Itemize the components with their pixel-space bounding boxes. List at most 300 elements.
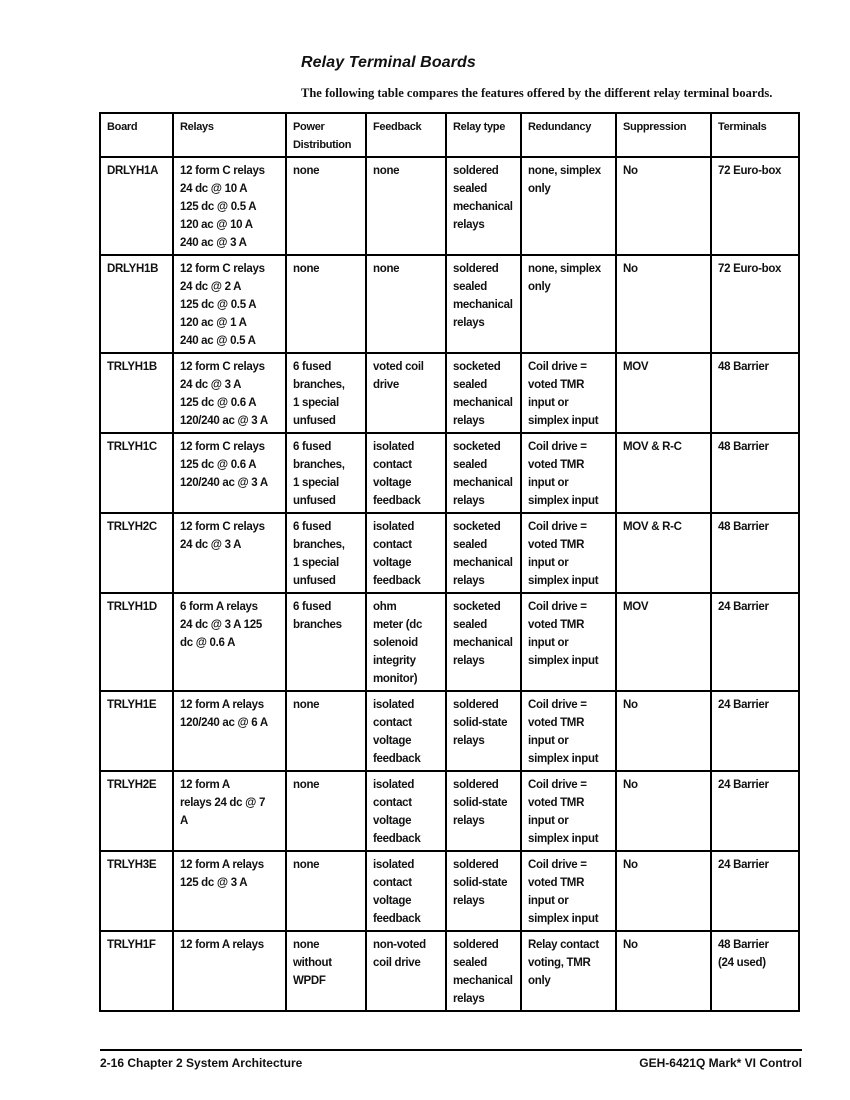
cell-text: 125 dc @ 0.5 A xyxy=(180,299,257,311)
column-header-redundancy xyxy=(521,113,616,157)
cell-board xyxy=(100,513,173,593)
cell-text: unfused xyxy=(293,415,336,427)
cell-text: feedback xyxy=(373,575,421,587)
cell-text: voted coil xyxy=(373,361,424,373)
cell-relay-type xyxy=(446,771,521,851)
cell-power-distribution xyxy=(286,771,366,851)
cell-text: 6 fused xyxy=(293,601,332,613)
cell-terminals xyxy=(711,513,799,593)
cell-terminals xyxy=(711,931,799,1011)
cell-relay-type xyxy=(446,691,521,771)
cell-text: 12 form C relays xyxy=(180,361,265,373)
footer-divider xyxy=(100,1049,802,1051)
cell-power-distribution xyxy=(286,433,366,513)
cell-text: input or xyxy=(528,637,569,649)
cell-redundancy xyxy=(521,433,616,513)
cell-text: 12 form A relays xyxy=(180,859,264,871)
cell-text: contact xyxy=(373,539,412,551)
cell-text: voltage xyxy=(373,735,412,747)
footer-chapter-label: 2-16 Chapter 2 System Architecture xyxy=(100,1056,303,1070)
cell-text: contact xyxy=(373,459,412,471)
cell-power-distribution xyxy=(286,513,366,593)
cell-text: socketed xyxy=(453,441,501,453)
cell-board xyxy=(100,851,173,931)
cell-text: none xyxy=(293,263,320,275)
cell-text: 24 dc @ 10 A xyxy=(180,183,248,195)
cell-text: none xyxy=(293,939,320,951)
column-header-text: Board xyxy=(107,121,138,133)
cell-text: sealed xyxy=(453,957,488,969)
cell-text: input or xyxy=(528,815,569,827)
cell-text: MOV & R-C xyxy=(623,441,682,453)
cell-terminals xyxy=(711,255,799,353)
cell-feedback xyxy=(366,513,446,593)
cell-text: 12 form A relays xyxy=(180,939,264,951)
cell-text: MOV xyxy=(623,601,649,613)
table-row xyxy=(100,851,799,931)
cell-text: 24 Barrier xyxy=(718,859,769,871)
column-header-text: Power xyxy=(293,121,325,133)
cell-board xyxy=(100,771,173,851)
cell-text: 1 special xyxy=(293,477,339,489)
cell-text: 12 form C relays xyxy=(180,165,265,177)
cell-board xyxy=(100,255,173,353)
cell-relays xyxy=(173,851,286,931)
cell-text: 12 form C relays xyxy=(180,521,265,533)
cell-text: Coil drive = xyxy=(528,521,587,533)
cell-text: No xyxy=(623,699,638,711)
cell-text: 6 fused xyxy=(293,361,332,373)
cell-text: 125 dc @ 0.5 A xyxy=(180,201,257,213)
cell-text: voltage xyxy=(373,895,412,907)
cell-text: No xyxy=(623,263,638,275)
cell-text: 24 Barrier xyxy=(718,779,769,791)
cell-text: sealed xyxy=(453,619,488,631)
cell-text: isolated xyxy=(373,779,415,791)
cell-text: voting, TMR xyxy=(528,957,591,969)
cell-text: unfused xyxy=(293,575,336,587)
cell-suppression xyxy=(616,851,711,931)
cell-relays xyxy=(173,433,286,513)
cell-text: none xyxy=(373,263,400,275)
footer-document-label: GEH-6421Q Mark* VI Control xyxy=(639,1056,802,1070)
table-row xyxy=(100,353,799,433)
cell-text: 48 Barrier xyxy=(718,939,769,951)
cell-text: mechanical xyxy=(453,299,513,311)
cell-text: none xyxy=(373,165,400,177)
table-row xyxy=(100,433,799,513)
cell-text: Coil drive = xyxy=(528,441,587,453)
cell-text: only xyxy=(528,975,551,987)
cell-redundancy xyxy=(521,691,616,771)
cell-suppression xyxy=(616,771,711,851)
cell-text: voted TMR xyxy=(528,877,585,889)
table-row xyxy=(100,931,799,1011)
cell-text: meter (dc xyxy=(373,619,423,631)
cell-redundancy xyxy=(521,851,616,931)
cell-text: none xyxy=(293,859,320,871)
cell-text: 24 Barrier xyxy=(718,699,769,711)
cell-text: feedback xyxy=(373,495,421,507)
cell-relays xyxy=(173,691,286,771)
cell-suppression xyxy=(616,353,711,433)
cell-relay-type xyxy=(446,931,521,1011)
cell-text: 24 dc @ 3 A 125 xyxy=(180,619,262,631)
column-header-relay-type xyxy=(446,113,521,157)
cell-text: relays 24 dc @ 7 xyxy=(180,797,266,809)
cell-text: Coil drive = xyxy=(528,859,587,871)
cell-text: solenoid xyxy=(373,637,418,649)
cell-text: relays xyxy=(453,219,485,231)
cell-text: sealed xyxy=(453,459,488,471)
cell-feedback xyxy=(366,691,446,771)
cell-redundancy xyxy=(521,353,616,433)
cell-text: simplex input xyxy=(528,655,599,667)
cell-text: TRLYH3E xyxy=(107,859,157,871)
cell-text: none xyxy=(293,779,320,791)
table-header-row xyxy=(100,113,799,157)
cell-text: sealed xyxy=(453,539,488,551)
cell-terminals xyxy=(711,157,799,255)
cell-relay-type xyxy=(446,593,521,691)
cell-text: none, simplex xyxy=(528,263,601,275)
cell-text: none, simplex xyxy=(528,165,601,177)
cell-suppression xyxy=(616,931,711,1011)
cell-text: mechanical xyxy=(453,397,513,409)
cell-text: TRLYH2E xyxy=(107,779,157,791)
cell-board xyxy=(100,353,173,433)
cell-text: input or xyxy=(528,477,569,489)
cell-feedback xyxy=(366,433,446,513)
cell-text: feedback xyxy=(373,753,421,765)
cell-text: DRLYH1A xyxy=(107,165,159,177)
cell-text: branches, xyxy=(293,379,345,391)
cell-text: Coil drive = xyxy=(528,779,587,791)
cell-text: 24 Barrier xyxy=(718,601,769,613)
cell-text: without xyxy=(293,957,332,969)
cell-redundancy xyxy=(521,771,616,851)
cell-redundancy xyxy=(521,255,616,353)
cell-text: simplex input xyxy=(528,415,599,427)
cell-text: TRLYH1F xyxy=(107,939,156,951)
cell-text: soldered xyxy=(453,263,499,275)
cell-text: simplex input xyxy=(528,495,599,507)
cell-text: 125 dc @ 0.6 A xyxy=(180,397,257,409)
cell-text: 72 Euro-box xyxy=(718,165,782,177)
cell-relay-type xyxy=(446,353,521,433)
cell-text: feedback xyxy=(373,913,421,925)
cell-relays xyxy=(173,931,286,1011)
cell-redundancy xyxy=(521,513,616,593)
cell-text: 48 Barrier xyxy=(718,361,769,373)
cell-relays xyxy=(173,353,286,433)
cell-board xyxy=(100,433,173,513)
cell-feedback xyxy=(366,157,446,255)
cell-suppression xyxy=(616,691,711,771)
cell-text: 6 fused xyxy=(293,441,332,453)
cell-text: input or xyxy=(528,895,569,907)
cell-text: Relay contact xyxy=(528,939,599,951)
cell-text: 120/240 ac @ 6 A xyxy=(180,717,268,729)
cell-relays xyxy=(173,513,286,593)
cell-suppression xyxy=(616,513,711,593)
cell-text: sealed xyxy=(453,183,488,195)
cell-text: voted TMR xyxy=(528,619,585,631)
cell-text: isolated xyxy=(373,521,415,533)
cell-text: 24 dc @ 3 A xyxy=(180,379,242,391)
cell-terminals xyxy=(711,851,799,931)
cell-relays xyxy=(173,771,286,851)
cell-text: 120/240 ac @ 3 A xyxy=(180,415,268,427)
table-row xyxy=(100,255,799,353)
cell-text: voted TMR xyxy=(528,797,585,809)
cell-text: 24 dc @ 3 A xyxy=(180,539,242,551)
cell-text: relays xyxy=(453,655,485,667)
column-header-text: Terminals xyxy=(718,121,767,133)
cell-text: dc @ 0.6 A xyxy=(180,637,236,649)
cell-power-distribution xyxy=(286,931,366,1011)
column-header-relays xyxy=(173,113,286,157)
cell-text: voted TMR xyxy=(528,459,585,471)
cell-relays xyxy=(173,593,286,691)
cell-text: 1 special xyxy=(293,557,339,569)
cell-text: relays xyxy=(453,415,485,427)
cell-text: voltage xyxy=(373,477,412,489)
cell-text: 125 dc @ 0.6 A xyxy=(180,459,257,471)
cell-text: sealed xyxy=(453,281,488,293)
cell-text: A xyxy=(180,815,189,827)
column-header-terminals xyxy=(711,113,799,157)
table-row xyxy=(100,593,799,691)
cell-text: relays xyxy=(453,735,485,747)
cell-text: socketed xyxy=(453,521,501,533)
cell-text: isolated xyxy=(373,441,415,453)
cell-text: 12 form A xyxy=(180,779,230,791)
cell-text: none xyxy=(293,165,320,177)
cell-text: WPDF xyxy=(293,975,326,987)
cell-text: No xyxy=(623,939,638,951)
cell-text: input or xyxy=(528,557,569,569)
cell-text: solid-state xyxy=(453,877,508,889)
cell-text: TRLYH1C xyxy=(107,441,157,453)
table-row xyxy=(100,771,799,851)
cell-relay-type xyxy=(446,157,521,255)
cell-text: branches, xyxy=(293,539,345,551)
cell-text: soldered xyxy=(453,779,499,791)
cell-text: soldered xyxy=(453,165,499,177)
cell-text: coil drive xyxy=(373,957,421,969)
cell-text: 72 Euro-box xyxy=(718,263,782,275)
cell-redundancy xyxy=(521,931,616,1011)
cell-feedback xyxy=(366,931,446,1011)
cell-text: relays xyxy=(453,815,485,827)
cell-text: TRLYH2C xyxy=(107,521,157,533)
table-row xyxy=(100,691,799,771)
cell-text: No xyxy=(623,165,638,177)
cell-text: voltage xyxy=(373,815,412,827)
cell-relay-type xyxy=(446,513,521,593)
column-header-text: Feedback xyxy=(373,121,422,133)
cell-text: simplex input xyxy=(528,575,599,587)
table-row xyxy=(100,513,799,593)
cell-text: Coil drive = xyxy=(528,361,587,373)
cell-text: TRLYH1B xyxy=(107,361,157,373)
cell-terminals xyxy=(711,691,799,771)
cell-text: 12 form C relays xyxy=(180,263,265,275)
relay-comparison-table xyxy=(99,112,800,1012)
cell-feedback xyxy=(366,353,446,433)
cell-text: relays xyxy=(453,993,485,1005)
cell-text: MOV xyxy=(623,361,649,373)
cell-redundancy xyxy=(521,157,616,255)
cell-text: soldered xyxy=(453,859,499,871)
cell-power-distribution xyxy=(286,851,366,931)
column-header-text: Redundancy xyxy=(528,121,592,133)
cell-suppression xyxy=(616,255,711,353)
cell-text: drive xyxy=(373,379,399,391)
cell-text: Coil drive = xyxy=(528,601,587,613)
cell-text: 1 special xyxy=(293,397,339,409)
cell-terminals xyxy=(711,593,799,691)
cell-power-distribution xyxy=(286,691,366,771)
cell-text: socketed xyxy=(453,601,501,613)
cell-text: 6 fused xyxy=(293,521,332,533)
cell-text: unfused xyxy=(293,495,336,507)
table-body xyxy=(100,157,799,1011)
cell-feedback xyxy=(366,851,446,931)
cell-text: contact xyxy=(373,797,412,809)
cell-text: voltage xyxy=(373,557,412,569)
column-header-feedback xyxy=(366,113,446,157)
cell-text: DRLYH1B xyxy=(107,263,159,275)
intro-text: The following table compares the features offered by the different relay terminal boards. xyxy=(301,86,773,100)
cell-text: sealed xyxy=(453,379,488,391)
cell-power-distribution xyxy=(286,353,366,433)
cell-relays xyxy=(173,157,286,255)
cell-board xyxy=(100,691,173,771)
cell-text: mechanical xyxy=(453,477,513,489)
cell-relays xyxy=(173,255,286,353)
cell-text: feedback xyxy=(373,833,421,845)
column-header-text: Distribution xyxy=(293,139,352,151)
cell-text: isolated xyxy=(373,859,415,871)
cell-text: none xyxy=(293,699,320,711)
cell-text: only xyxy=(528,183,551,195)
cell-text: mechanical xyxy=(453,637,513,649)
cell-text: 6 form A relays xyxy=(180,601,258,613)
cell-suppression xyxy=(616,593,711,691)
cell-redundancy xyxy=(521,593,616,691)
cell-text: soldered xyxy=(453,939,499,951)
cell-text: isolated xyxy=(373,699,415,711)
cell-text: integrity xyxy=(373,655,416,667)
cell-text: relays xyxy=(453,495,485,507)
cell-terminals xyxy=(711,353,799,433)
cell-text: 240 ac @ 3 A xyxy=(180,237,247,249)
cell-text: solid-state xyxy=(453,797,508,809)
cell-text: relays xyxy=(453,317,485,329)
cell-relay-type xyxy=(446,851,521,931)
cell-text: socketed xyxy=(453,361,501,373)
cell-text: voted TMR xyxy=(528,539,585,551)
cell-relay-type xyxy=(446,255,521,353)
cell-relay-type xyxy=(446,433,521,513)
cell-text: TRLYH1D xyxy=(107,601,157,613)
column-header-board xyxy=(100,113,173,157)
cell-text: soldered xyxy=(453,699,499,711)
cell-text: branches xyxy=(293,619,342,631)
cell-text: No xyxy=(623,779,638,791)
cell-text: 12 form C relays xyxy=(180,441,265,453)
cell-text: 240 ac @ 0.5 A xyxy=(180,335,256,347)
cell-board xyxy=(100,593,173,691)
cell-feedback xyxy=(366,771,446,851)
cell-text: 120 ac @ 10 A xyxy=(180,219,253,231)
cell-text: simplex input xyxy=(528,913,599,925)
cell-text: input or xyxy=(528,397,569,409)
cell-text: 12 form A relays xyxy=(180,699,264,711)
cell-text: No xyxy=(623,859,638,871)
cell-text: Coil drive = xyxy=(528,699,587,711)
cell-text: mechanical xyxy=(453,557,513,569)
column-header-text: Suppression xyxy=(623,121,687,133)
cell-text: branches, xyxy=(293,459,345,471)
column-header-power-distribution xyxy=(286,113,366,157)
column-header-text: Relays xyxy=(180,121,214,133)
cell-text: 120/240 ac @ 3 A xyxy=(180,477,268,489)
cell-board xyxy=(100,157,173,255)
cell-text: simplex input xyxy=(528,833,599,845)
cell-text: relays xyxy=(453,575,485,587)
cell-board xyxy=(100,931,173,1011)
cell-suppression xyxy=(616,157,711,255)
cell-text: monitor) xyxy=(373,673,418,685)
cell-text: 48 Barrier xyxy=(718,441,769,453)
cell-text: input or xyxy=(528,735,569,747)
cell-text: contact xyxy=(373,877,412,889)
cell-power-distribution xyxy=(286,593,366,691)
cell-text: 24 dc @ 2 A xyxy=(180,281,242,293)
cell-text: 120 ac @ 1 A xyxy=(180,317,247,329)
column-header-suppression xyxy=(616,113,711,157)
cell-suppression xyxy=(616,433,711,513)
cell-text: voted TMR xyxy=(528,717,585,729)
cell-text: (24 used) xyxy=(718,957,766,969)
cell-text: MOV & R-C xyxy=(623,521,682,533)
cell-text: ohm xyxy=(373,601,397,613)
cell-feedback xyxy=(366,255,446,353)
column-header-text: Relay type xyxy=(453,121,506,133)
cell-text: simplex input xyxy=(528,753,599,765)
cell-text: mechanical xyxy=(453,975,513,987)
section-title: Relay Terminal Boards xyxy=(301,54,476,71)
cell-text: solid-state xyxy=(453,717,508,729)
cell-text: only xyxy=(528,281,551,293)
cell-text: contact xyxy=(373,717,412,729)
cell-text: 48 Barrier xyxy=(718,521,769,533)
cell-terminals xyxy=(711,433,799,513)
cell-text: TRLYH1E xyxy=(107,699,157,711)
table-row xyxy=(100,157,799,255)
cell-text: 125 dc @ 3 A xyxy=(180,877,248,889)
cell-terminals xyxy=(711,771,799,851)
cell-text: relays xyxy=(453,895,485,907)
cell-text: mechanical xyxy=(453,201,513,213)
cell-power-distribution xyxy=(286,157,366,255)
cell-text: non-voted xyxy=(373,939,426,951)
cell-text: voted TMR xyxy=(528,379,585,391)
cell-power-distribution xyxy=(286,255,366,353)
